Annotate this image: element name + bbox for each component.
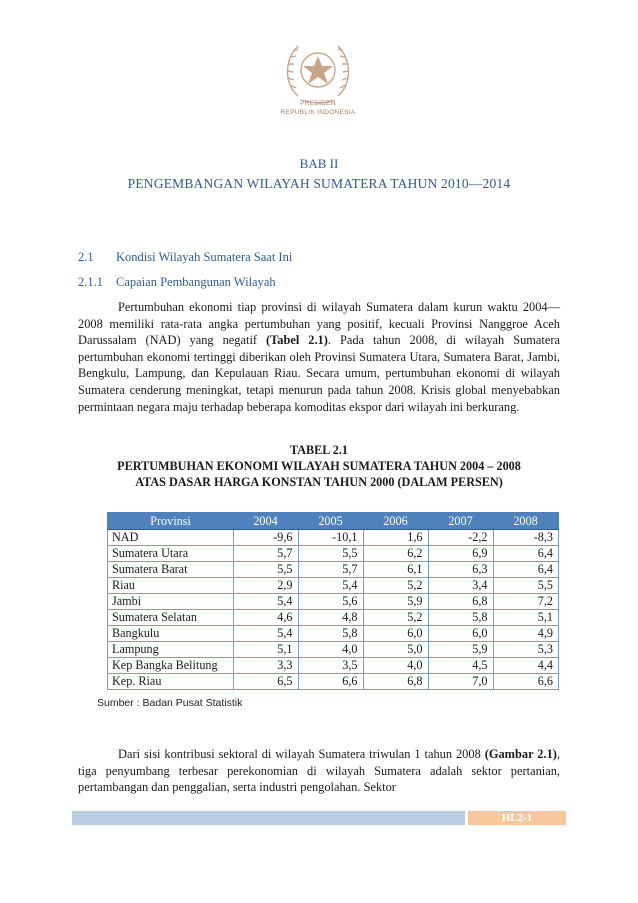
table-row [108, 674, 559, 690]
paragraph-text: , tiga penyumbang terbesar perekonomian di wilayah Sumatera adalah sektor pertanian, pertambangan dan penggalian, serta industri pengolahan. Sektor [78, 747, 560, 795]
table-row [108, 546, 559, 562]
emblem-caption [262, 99, 374, 117]
value-cell: 6,8 [363, 674, 428, 690]
value-cell: 7,2 [493, 594, 559, 610]
value-cell: 5,3 [493, 642, 559, 658]
column-header-year: 2008 [493, 513, 559, 530]
province-cell: Kep. Riau [108, 674, 234, 690]
paragraph-text: Pertumbuhan ekonomi tiap provinsi di wilayah Sumatera dalam kurun waktu 2004—2008 memiliki rata-rata angka pertumbuhan yang positif, kecuali Provinsi Nanggroe Aceh Darussalam (NAD) yang negatif [78, 300, 560, 348]
value-cell: 5,5 [493, 578, 559, 594]
table-row [108, 594, 559, 610]
value-cell: 3,3 [233, 658, 298, 674]
value-cell: 5,1 [493, 610, 559, 626]
value-cell: 6,4 [493, 562, 559, 578]
value-cell: -10,1 [298, 530, 363, 546]
body-paragraph-1 [78, 299, 560, 415]
value-cell: 5,7 [298, 562, 363, 578]
table-row [108, 626, 559, 642]
body-paragraph-2 [78, 746, 560, 796]
value-cell: 1,6 [363, 530, 428, 546]
value-cell: 5,7 [233, 546, 298, 562]
emblem-caption-line1: PRESIDEN [300, 100, 336, 107]
table-caption-number: TABEL 2.1 [289, 443, 349, 457]
value-cell: 6,6 [493, 674, 559, 690]
value-cell: 5,4 [233, 626, 298, 642]
value-cell: 6,4 [493, 546, 559, 562]
province-cell: Riau [108, 578, 234, 594]
value-cell: -8,3 [493, 530, 559, 546]
value-cell: 4,0 [298, 642, 363, 658]
section-number: 2.1.1 [78, 275, 103, 289]
province-cell: Bangkulu [108, 626, 234, 642]
value-cell: 5,5 [233, 562, 298, 578]
value-cell: 6,0 [363, 626, 428, 642]
table-header-row [108, 513, 559, 530]
value-cell: 6,2 [363, 546, 428, 562]
value-cell: 3,4 [428, 578, 493, 594]
value-cell: -2,2 [428, 530, 493, 546]
value-cell: 4,8 [298, 610, 363, 626]
value-cell: 6,1 [363, 562, 428, 578]
value-cell: 5,4 [233, 594, 298, 610]
value-cell: 5,6 [298, 594, 363, 610]
table-row [108, 530, 559, 546]
value-cell: 5,5 [298, 546, 363, 562]
value-cell: 5,2 [363, 610, 428, 626]
value-cell: 6,8 [428, 594, 493, 610]
value-cell: 2,9 [233, 578, 298, 594]
value-cell: 5,0 [363, 642, 428, 658]
page-label: HL2-1 [468, 811, 566, 825]
province-cell: Lampung [108, 642, 234, 658]
section-heading-2-1-1 [78, 275, 276, 290]
value-cell: -9,6 [233, 530, 298, 546]
value-cell: 6,6 [298, 674, 363, 690]
value-cell: 5,8 [298, 626, 363, 642]
value-cell: 4,6 [233, 610, 298, 626]
growth-table [107, 512, 559, 690]
column-header-year: 2006 [363, 513, 428, 530]
column-header-year: 2004 [233, 513, 298, 530]
table-caption-title: PERTUMBUHAN EKONOMI WILAYAH SUMATERA TAHUN 2004 – 2008 [117, 459, 521, 473]
value-cell: 4,0 [363, 658, 428, 674]
province-cell: Sumatera Utara [108, 546, 234, 562]
province-cell: Kep Bangka Belitung [108, 658, 234, 674]
value-cell: 6,9 [428, 546, 493, 562]
province-cell: Sumatera Barat [108, 562, 234, 578]
value-cell: 5,1 [233, 642, 298, 658]
column-header-year: 2005 [298, 513, 363, 530]
value-cell: 6,0 [428, 626, 493, 642]
value-cell: 5,9 [428, 642, 493, 658]
province-cell: Jambi [108, 594, 234, 610]
paragraph-text: . Pada tahun 2008, di wilayah Sumatera pertumbuhan ekonomi tertinggi diberikan oleh Provinsi Sumatera Utara, Sumatera Barat, Jambi, Bengkulu, Lampung, dan Kepulauan Riau. Secara umum, pertumbuhan ekonomi di wilayah Sumatera cenderung meningkat, tetapi menurun pada tahun 2008. Krisis global menyebabkan permintaan negara maju terhadap beberapa komoditas ekspor dari wilayah ini berkurang. [78, 333, 560, 414]
province-cell: Sumatera Selatan [108, 610, 234, 626]
table-row [108, 610, 559, 626]
province-cell: NAD [108, 530, 234, 546]
section-title: Kondisi Wilayah Sumatera Saat Ini [116, 250, 293, 264]
value-cell: 5,8 [428, 610, 493, 626]
value-cell: 4,9 [493, 626, 559, 642]
table-source: Sumber : Badan Pusat Statistik [97, 697, 243, 709]
chapter-title: PENGEMBANGAN WILAYAH SUMATERA TAHUN 2010—2014 [127, 176, 511, 191]
emblem-caption-line2: REPUBLIK INDONESIA [280, 109, 356, 116]
figure-reference: (Gambar 2.1) [484, 747, 557, 761]
value-cell: 4,4 [493, 658, 559, 674]
value-cell: 3,5 [298, 658, 363, 674]
paragraph-text: Dari sisi kontribusi sektoral di wilayah Sumatera triwulan 1 tahun 2008 [118, 747, 485, 761]
table-row [108, 578, 559, 594]
table-row [108, 642, 559, 658]
section-number: 2.1 [78, 250, 94, 264]
table-reference: (Tabel 2.1) [266, 333, 328, 348]
value-cell: 6,5 [233, 674, 298, 690]
section-heading-2-1 [78, 250, 292, 265]
column-header-province: Provinsi [108, 513, 234, 530]
table-row [108, 562, 559, 578]
value-cell: 4,5 [428, 658, 493, 674]
value-cell: 5,2 [363, 578, 428, 594]
value-cell: 5,4 [298, 578, 363, 594]
value-cell: 7,0 [428, 674, 493, 690]
value-cell: 6,3 [428, 562, 493, 578]
section-title: Capaian Pembangunan Wilayah [116, 275, 276, 289]
table-caption-subtitle: ATAS DASAR HARGA KONSTAN TAHUN 2000 (DALAM PERSEN) [135, 475, 503, 489]
column-header-year: 2007 [428, 513, 493, 530]
chapter-number: BAB II [299, 156, 339, 171]
value-cell: 5,9 [363, 594, 428, 610]
table-row [108, 658, 559, 674]
footer-bar [72, 811, 465, 825]
